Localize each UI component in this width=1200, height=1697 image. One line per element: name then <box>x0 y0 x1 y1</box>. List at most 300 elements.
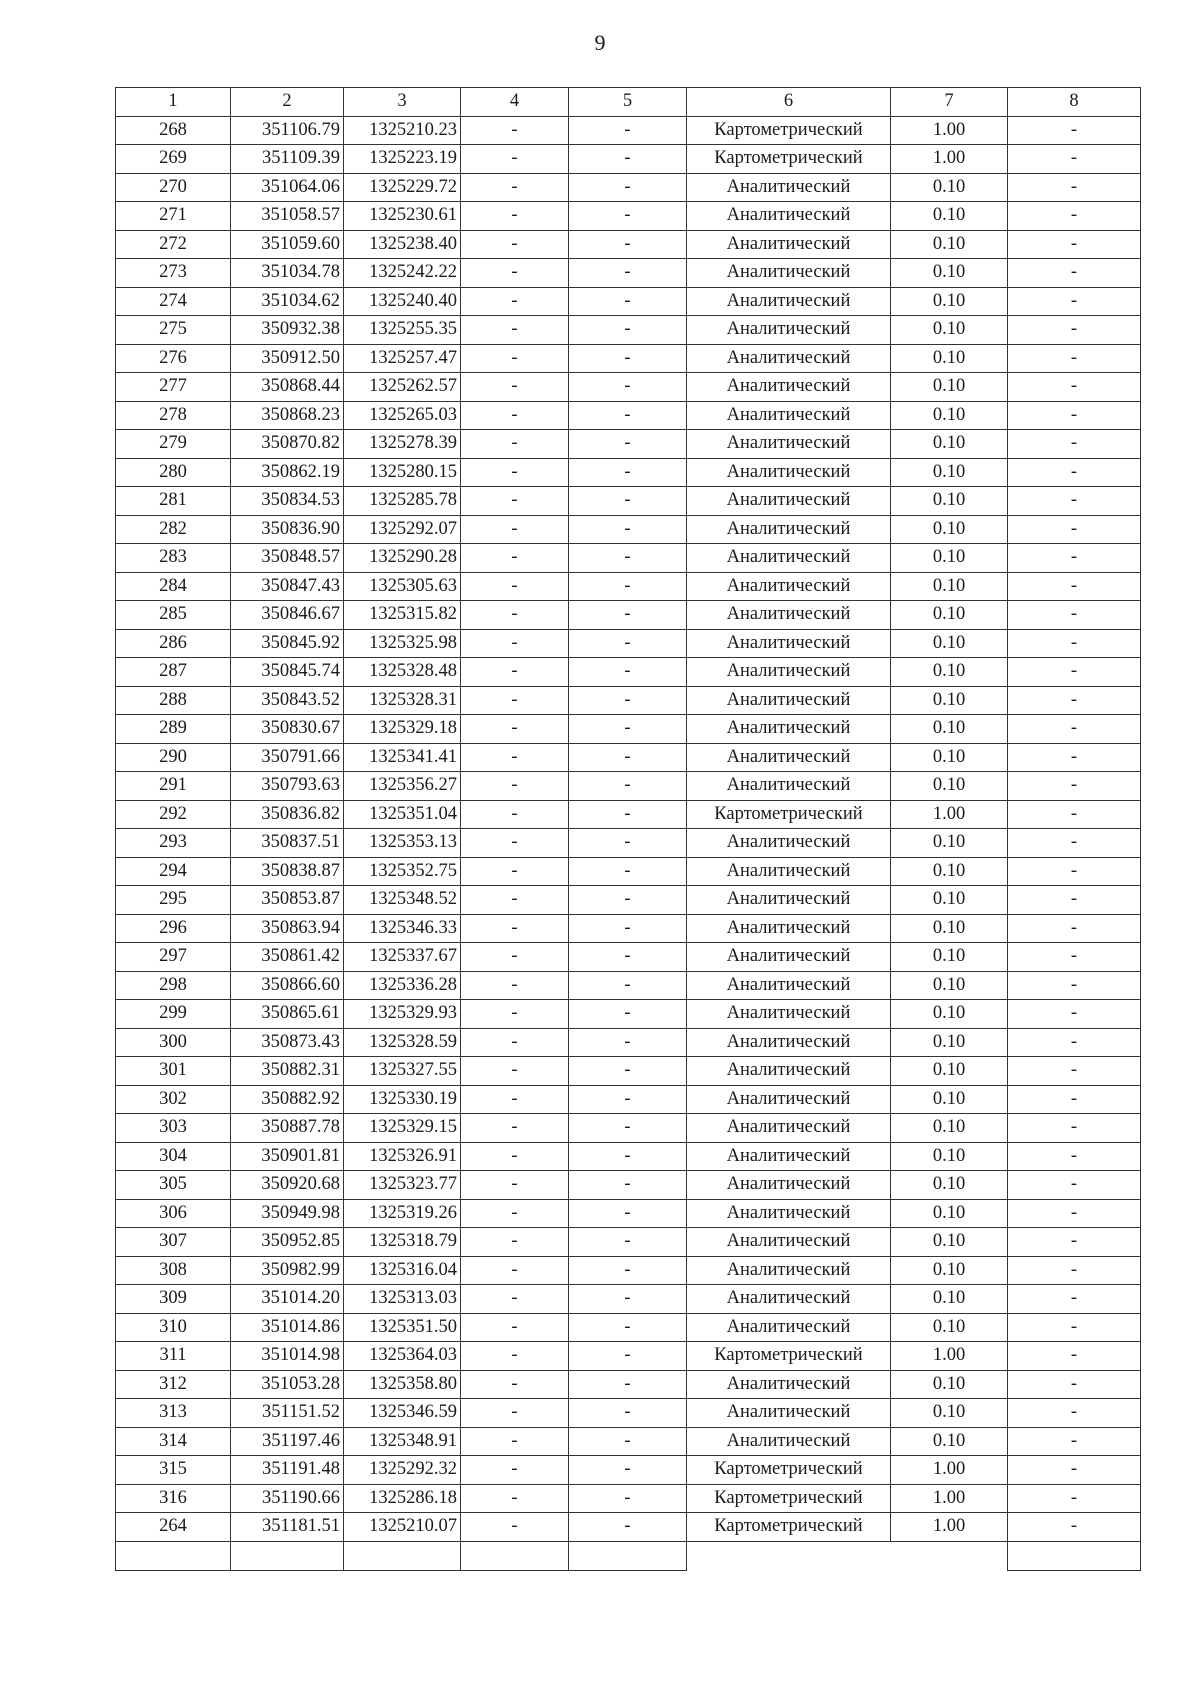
x-coordinate-cell: 351053.28 <box>231 1370 344 1399</box>
col8-value-cell: - <box>1008 943 1141 972</box>
col4-value-cell: - <box>461 658 569 687</box>
y-coordinate-cell: 1325337.67 <box>344 943 461 972</box>
y-coordinate-cell: 1325351.04 <box>344 800 461 829</box>
y-coordinate-cell: 1325351.50 <box>344 1313 461 1342</box>
x-coordinate-cell: 350882.92 <box>231 1085 344 1114</box>
col5-value-cell: - <box>569 1199 687 1228</box>
accuracy-cell: 0.10 <box>891 230 1008 259</box>
col8-value-cell: - <box>1008 686 1141 715</box>
accuracy-cell: 0.10 <box>891 943 1008 972</box>
method-cell: Аналитический <box>687 259 891 288</box>
table-row <box>116 1114 1141 1143</box>
col5-value-cell: - <box>569 116 687 145</box>
table-row <box>116 344 1141 373</box>
table-row <box>116 1142 1141 1171</box>
col4-value-cell: - <box>461 173 569 202</box>
x-coordinate-cell: 350868.23 <box>231 401 344 430</box>
table-row <box>116 1513 1141 1542</box>
y-coordinate-cell: 1325265.03 <box>344 401 461 430</box>
col5-value-cell: - <box>569 1085 687 1114</box>
col8-value-cell: - <box>1008 458 1141 487</box>
col5-value-cell: - <box>569 1256 687 1285</box>
point-number-cell: 274 <box>116 287 231 316</box>
table-row <box>116 829 1141 858</box>
col8-value-cell: - <box>1008 914 1141 943</box>
y-coordinate-cell: 1325305.63 <box>344 572 461 601</box>
y-coordinate-cell: 1325336.28 <box>344 971 461 1000</box>
y-coordinate-cell: 1325353.13 <box>344 829 461 858</box>
method-cell: Аналитический <box>687 1114 891 1143</box>
col8-value-cell: - <box>1008 430 1141 459</box>
method-cell: Аналитический <box>687 1370 891 1399</box>
accuracy-cell: 0.10 <box>891 1142 1008 1171</box>
table-row <box>116 259 1141 288</box>
table-row <box>116 572 1141 601</box>
y-coordinate-cell: 1325262.57 <box>344 373 461 402</box>
coordinates-table <box>115 87 1141 1571</box>
method-cell: Аналитический <box>687 1285 891 1314</box>
empty-cell <box>569 1541 687 1570</box>
col5-value-cell: - <box>569 202 687 231</box>
point-number-cell: 280 <box>116 458 231 487</box>
col4-value-cell: - <box>461 515 569 544</box>
col4-value-cell: - <box>461 1228 569 1257</box>
x-coordinate-cell: 350834.53 <box>231 487 344 516</box>
table-row <box>116 1484 1141 1513</box>
col4-value-cell: - <box>461 1285 569 1314</box>
x-coordinate-cell: 350952.85 <box>231 1228 344 1257</box>
col4-value-cell: - <box>461 1057 569 1086</box>
table-row <box>116 715 1141 744</box>
col5-value-cell: - <box>569 1370 687 1399</box>
accuracy-cell: 0.10 <box>891 686 1008 715</box>
point-number-cell: 293 <box>116 829 231 858</box>
col5-value-cell: - <box>569 686 687 715</box>
col8-value-cell: - <box>1008 1370 1141 1399</box>
point-number-cell: 281 <box>116 487 231 516</box>
method-cell: Аналитический <box>687 1085 891 1114</box>
col5-value-cell: - <box>569 173 687 202</box>
point-number-cell: 289 <box>116 715 231 744</box>
col4-value-cell: - <box>461 1085 569 1114</box>
col4-value-cell: - <box>461 1256 569 1285</box>
method-cell: Аналитический <box>687 1199 891 1228</box>
x-coordinate-cell: 350865.61 <box>231 1000 344 1029</box>
accuracy-cell: 1.00 <box>891 800 1008 829</box>
table-row <box>116 1456 1141 1485</box>
method-cell: Картометрический <box>687 1513 891 1542</box>
col8-value-cell: - <box>1008 1142 1141 1171</box>
col8-value-cell: - <box>1008 1399 1141 1428</box>
point-number-cell: 272 <box>116 230 231 259</box>
y-coordinate-cell: 1325292.07 <box>344 515 461 544</box>
col4-value-cell: - <box>461 1370 569 1399</box>
point-number-cell: 303 <box>116 1114 231 1143</box>
col5-value-cell: - <box>569 544 687 573</box>
table-row <box>116 1399 1141 1428</box>
page-number: 9 <box>594 30 606 55</box>
x-coordinate-cell: 351059.60 <box>231 230 344 259</box>
accuracy-cell: 0.10 <box>891 572 1008 601</box>
point-number-cell: 310 <box>116 1313 231 1342</box>
method-cell: Аналитический <box>687 686 891 715</box>
table-row <box>116 116 1141 145</box>
method-cell: Аналитический <box>687 886 891 915</box>
method-cell: Аналитический <box>687 230 891 259</box>
col5-value-cell: - <box>569 572 687 601</box>
col4-value-cell: - <box>461 943 569 972</box>
col8-value-cell: - <box>1008 857 1141 886</box>
table-row <box>116 1313 1141 1342</box>
method-cell: Аналитический <box>687 715 891 744</box>
header-cell: 3 <box>344 88 461 117</box>
point-number-cell: 300 <box>116 1028 231 1057</box>
table-row <box>116 373 1141 402</box>
col5-value-cell: - <box>569 658 687 687</box>
col8-value-cell: - <box>1008 259 1141 288</box>
method-cell: Аналитический <box>687 202 891 231</box>
y-coordinate-cell: 1325329.15 <box>344 1114 461 1143</box>
col4-value-cell: - <box>461 401 569 430</box>
accuracy-cell: 0.10 <box>891 971 1008 1000</box>
accuracy-cell: 0.10 <box>891 1085 1008 1114</box>
point-number-cell: 268 <box>116 116 231 145</box>
accuracy-cell: 0.10 <box>891 316 1008 345</box>
point-number-cell: 309 <box>116 1285 231 1314</box>
col8-value-cell: - <box>1008 1028 1141 1057</box>
x-coordinate-cell: 351190.66 <box>231 1484 344 1513</box>
point-number-cell: 308 <box>116 1256 231 1285</box>
empty-cell <box>687 1541 891 1570</box>
table-row <box>116 601 1141 630</box>
table-row <box>116 800 1141 829</box>
method-cell: Аналитический <box>687 287 891 316</box>
col5-value-cell: - <box>569 1399 687 1428</box>
accuracy-cell: 0.10 <box>891 629 1008 658</box>
accuracy-cell: 0.10 <box>891 373 1008 402</box>
point-number-cell: 295 <box>116 886 231 915</box>
point-number-cell: 292 <box>116 800 231 829</box>
method-cell: Аналитический <box>687 487 891 516</box>
col8-value-cell: - <box>1008 401 1141 430</box>
col5-value-cell: - <box>569 1171 687 1200</box>
point-number-cell: 306 <box>116 1199 231 1228</box>
x-coordinate-cell: 350863.94 <box>231 914 344 943</box>
accuracy-cell: 0.10 <box>891 287 1008 316</box>
table-row <box>116 1028 1141 1057</box>
col5-value-cell: - <box>569 1142 687 1171</box>
col5-value-cell: - <box>569 487 687 516</box>
header-cell: 5 <box>569 88 687 117</box>
col8-value-cell: - <box>1008 202 1141 231</box>
col5-value-cell: - <box>569 230 687 259</box>
point-number-cell: 316 <box>116 1484 231 1513</box>
col5-value-cell: - <box>569 1342 687 1371</box>
method-cell: Аналитический <box>687 971 891 1000</box>
x-coordinate-cell: 351197.46 <box>231 1427 344 1456</box>
y-coordinate-cell: 1325328.48 <box>344 658 461 687</box>
accuracy-cell: 0.10 <box>891 658 1008 687</box>
col4-value-cell: - <box>461 1342 569 1371</box>
y-coordinate-cell: 1325313.03 <box>344 1285 461 1314</box>
col4-value-cell: - <box>461 202 569 231</box>
col8-value-cell: - <box>1008 1228 1141 1257</box>
col5-value-cell: - <box>569 1114 687 1143</box>
accuracy-cell: 0.10 <box>891 1057 1008 1086</box>
x-coordinate-cell: 350830.67 <box>231 715 344 744</box>
x-coordinate-cell: 350837.51 <box>231 829 344 858</box>
accuracy-cell: 0.10 <box>891 857 1008 886</box>
col4-value-cell: - <box>461 1000 569 1029</box>
y-coordinate-cell: 1325255.35 <box>344 316 461 345</box>
method-cell: Аналитический <box>687 173 891 202</box>
col8-value-cell: - <box>1008 1342 1141 1371</box>
accuracy-cell: 0.10 <box>891 344 1008 373</box>
x-coordinate-cell: 350982.99 <box>231 1256 344 1285</box>
x-coordinate-cell: 351014.98 <box>231 1342 344 1371</box>
table-row <box>116 1000 1141 1029</box>
table-row <box>116 1342 1141 1371</box>
col5-value-cell: - <box>569 316 687 345</box>
y-coordinate-cell: 1325328.59 <box>344 1028 461 1057</box>
col4-value-cell: - <box>461 715 569 744</box>
method-cell: Аналитический <box>687 601 891 630</box>
method-cell: Аналитический <box>687 829 891 858</box>
table-row <box>116 658 1141 687</box>
y-coordinate-cell: 1325210.07 <box>344 1513 461 1542</box>
col8-value-cell: - <box>1008 1285 1141 1314</box>
accuracy-cell: 0.10 <box>891 515 1008 544</box>
col5-value-cell: - <box>569 971 687 1000</box>
method-cell: Аналитический <box>687 914 891 943</box>
accuracy-cell: 0.10 <box>891 1228 1008 1257</box>
x-coordinate-cell: 351064.06 <box>231 173 344 202</box>
x-coordinate-cell: 351034.78 <box>231 259 344 288</box>
accuracy-cell: 0.10 <box>891 401 1008 430</box>
accuracy-cell: 0.10 <box>891 173 1008 202</box>
table-row <box>116 914 1141 943</box>
point-number-cell: 298 <box>116 971 231 1000</box>
x-coordinate-cell: 350845.74 <box>231 658 344 687</box>
col8-value-cell: - <box>1008 772 1141 801</box>
col4-value-cell: - <box>461 1399 569 1428</box>
col4-value-cell: - <box>461 145 569 174</box>
point-number-cell: 301 <box>116 1057 231 1086</box>
y-coordinate-cell: 1325348.52 <box>344 886 461 915</box>
method-cell: Картометрический <box>687 145 891 174</box>
col4-value-cell: - <box>461 572 569 601</box>
empty-cell <box>231 1541 344 1570</box>
table-row <box>116 173 1141 202</box>
col4-value-cell: - <box>461 287 569 316</box>
point-number-cell: 294 <box>116 857 231 886</box>
y-coordinate-cell: 1325230.61 <box>344 202 461 231</box>
y-coordinate-cell: 1325329.93 <box>344 1000 461 1029</box>
col8-value-cell: - <box>1008 373 1141 402</box>
point-number-cell: 311 <box>116 1342 231 1371</box>
table-row <box>116 1057 1141 1086</box>
point-number-cell: 269 <box>116 145 231 174</box>
point-number-cell: 277 <box>116 373 231 402</box>
method-cell: Аналитический <box>687 373 891 402</box>
x-coordinate-cell: 350853.87 <box>231 886 344 915</box>
point-number-cell: 315 <box>116 1456 231 1485</box>
col4-value-cell: - <box>461 1427 569 1456</box>
accuracy-cell: 0.10 <box>891 715 1008 744</box>
col5-value-cell: - <box>569 458 687 487</box>
point-number-cell: 313 <box>116 1399 231 1428</box>
x-coordinate-cell: 351151.52 <box>231 1399 344 1428</box>
point-number-cell: 276 <box>116 344 231 373</box>
col4-value-cell: - <box>461 316 569 345</box>
y-coordinate-cell: 1325328.31 <box>344 686 461 715</box>
accuracy-cell: 0.10 <box>891 1313 1008 1342</box>
col4-value-cell: - <box>461 971 569 1000</box>
point-number-cell: 302 <box>116 1085 231 1114</box>
method-cell: Аналитический <box>687 1171 891 1200</box>
accuracy-cell: 1.00 <box>891 1513 1008 1542</box>
y-coordinate-cell: 1325292.32 <box>344 1456 461 1485</box>
col8-value-cell: - <box>1008 515 1141 544</box>
col4-value-cell: - <box>461 800 569 829</box>
col5-value-cell: - <box>569 1313 687 1342</box>
col8-value-cell: - <box>1008 544 1141 573</box>
empty-cell <box>1008 1541 1141 1570</box>
col8-value-cell: - <box>1008 1484 1141 1513</box>
point-number-cell: 296 <box>116 914 231 943</box>
x-coordinate-cell: 350870.82 <box>231 430 344 459</box>
y-coordinate-cell: 1325286.18 <box>344 1484 461 1513</box>
col4-value-cell: - <box>461 116 569 145</box>
method-cell: Аналитический <box>687 1313 891 1342</box>
empty-cell <box>891 1541 1008 1570</box>
col4-value-cell: - <box>461 686 569 715</box>
col8-value-cell: - <box>1008 743 1141 772</box>
col5-value-cell: - <box>569 401 687 430</box>
y-coordinate-cell: 1325316.04 <box>344 1256 461 1285</box>
empty-cell <box>461 1541 569 1570</box>
col4-value-cell: - <box>461 857 569 886</box>
table-row <box>116 401 1141 430</box>
table-row <box>116 287 1141 316</box>
table-row <box>116 316 1141 345</box>
col8-value-cell: - <box>1008 1085 1141 1114</box>
method-cell: Аналитический <box>687 857 891 886</box>
table-row <box>116 886 1141 915</box>
col5-value-cell: - <box>569 1228 687 1257</box>
point-number-cell: 271 <box>116 202 231 231</box>
point-number-cell: 299 <box>116 1000 231 1029</box>
col8-value-cell: - <box>1008 230 1141 259</box>
x-coordinate-cell: 350882.31 <box>231 1057 344 1086</box>
col8-value-cell: - <box>1008 1171 1141 1200</box>
col4-value-cell: - <box>461 1199 569 1228</box>
x-coordinate-cell: 350920.68 <box>231 1171 344 1200</box>
col5-value-cell: - <box>569 1484 687 1513</box>
x-coordinate-cell: 350901.81 <box>231 1142 344 1171</box>
x-coordinate-cell: 351106.79 <box>231 116 344 145</box>
point-number-cell: 285 <box>116 601 231 630</box>
point-number-cell: 307 <box>116 1228 231 1257</box>
col8-value-cell: - <box>1008 116 1141 145</box>
y-coordinate-cell: 1325223.19 <box>344 145 461 174</box>
accuracy-cell: 0.10 <box>891 1114 1008 1143</box>
method-cell: Картометрический <box>687 1484 891 1513</box>
y-coordinate-cell: 1325280.15 <box>344 458 461 487</box>
point-number-cell: 282 <box>116 515 231 544</box>
y-coordinate-cell: 1325278.39 <box>344 430 461 459</box>
col4-value-cell: - <box>461 601 569 630</box>
col5-value-cell: - <box>569 1513 687 1542</box>
col8-value-cell: - <box>1008 1313 1141 1342</box>
col5-value-cell: - <box>569 373 687 402</box>
point-number-cell: 286 <box>116 629 231 658</box>
y-coordinate-cell: 1325285.78 <box>344 487 461 516</box>
y-coordinate-cell: 1325210.23 <box>344 116 461 145</box>
x-coordinate-cell: 350868.44 <box>231 373 344 402</box>
accuracy-cell: 0.10 <box>891 1171 1008 1200</box>
header-cell: 4 <box>461 88 569 117</box>
point-number-cell: 305 <box>116 1171 231 1200</box>
col4-value-cell: - <box>461 544 569 573</box>
col8-value-cell: - <box>1008 629 1141 658</box>
table-row <box>116 230 1141 259</box>
col5-value-cell: - <box>569 1456 687 1485</box>
col5-value-cell: - <box>569 715 687 744</box>
y-coordinate-cell: 1325290.28 <box>344 544 461 573</box>
col5-value-cell: - <box>569 601 687 630</box>
method-cell: Аналитический <box>687 1000 891 1029</box>
accuracy-cell: 0.10 <box>891 1370 1008 1399</box>
col8-value-cell: - <box>1008 601 1141 630</box>
y-coordinate-cell: 1325238.40 <box>344 230 461 259</box>
col5-value-cell: - <box>569 772 687 801</box>
x-coordinate-cell: 350838.87 <box>231 857 344 886</box>
method-cell: Аналитический <box>687 430 891 459</box>
accuracy-cell: 0.10 <box>891 772 1008 801</box>
method-cell: Аналитический <box>687 344 891 373</box>
x-coordinate-cell: 350887.78 <box>231 1114 344 1143</box>
col4-value-cell: - <box>461 373 569 402</box>
x-coordinate-cell: 350912.50 <box>231 344 344 373</box>
method-cell: Аналитический <box>687 1399 891 1428</box>
col5-value-cell: - <box>569 515 687 544</box>
table-row <box>116 544 1141 573</box>
method-cell: Аналитический <box>687 743 891 772</box>
col5-value-cell: - <box>569 430 687 459</box>
accuracy-cell: 0.10 <box>891 458 1008 487</box>
col5-value-cell: - <box>569 857 687 886</box>
x-coordinate-cell: 350845.92 <box>231 629 344 658</box>
point-number-cell: 279 <box>116 430 231 459</box>
method-cell: Аналитический <box>687 572 891 601</box>
table-row <box>116 1285 1141 1314</box>
table-row <box>116 145 1141 174</box>
col5-value-cell: - <box>569 743 687 772</box>
col8-value-cell: - <box>1008 829 1141 858</box>
y-coordinate-cell: 1325326.91 <box>344 1142 461 1171</box>
table-row <box>116 629 1141 658</box>
method-cell: Аналитический <box>687 1256 891 1285</box>
y-coordinate-cell: 1325346.33 <box>344 914 461 943</box>
col5-value-cell: - <box>569 629 687 658</box>
method-cell: Аналитический <box>687 1057 891 1086</box>
col5-value-cell: - <box>569 800 687 829</box>
method-cell: Аналитический <box>687 401 891 430</box>
col4-value-cell: - <box>461 829 569 858</box>
col5-value-cell: - <box>569 287 687 316</box>
col8-value-cell: - <box>1008 715 1141 744</box>
